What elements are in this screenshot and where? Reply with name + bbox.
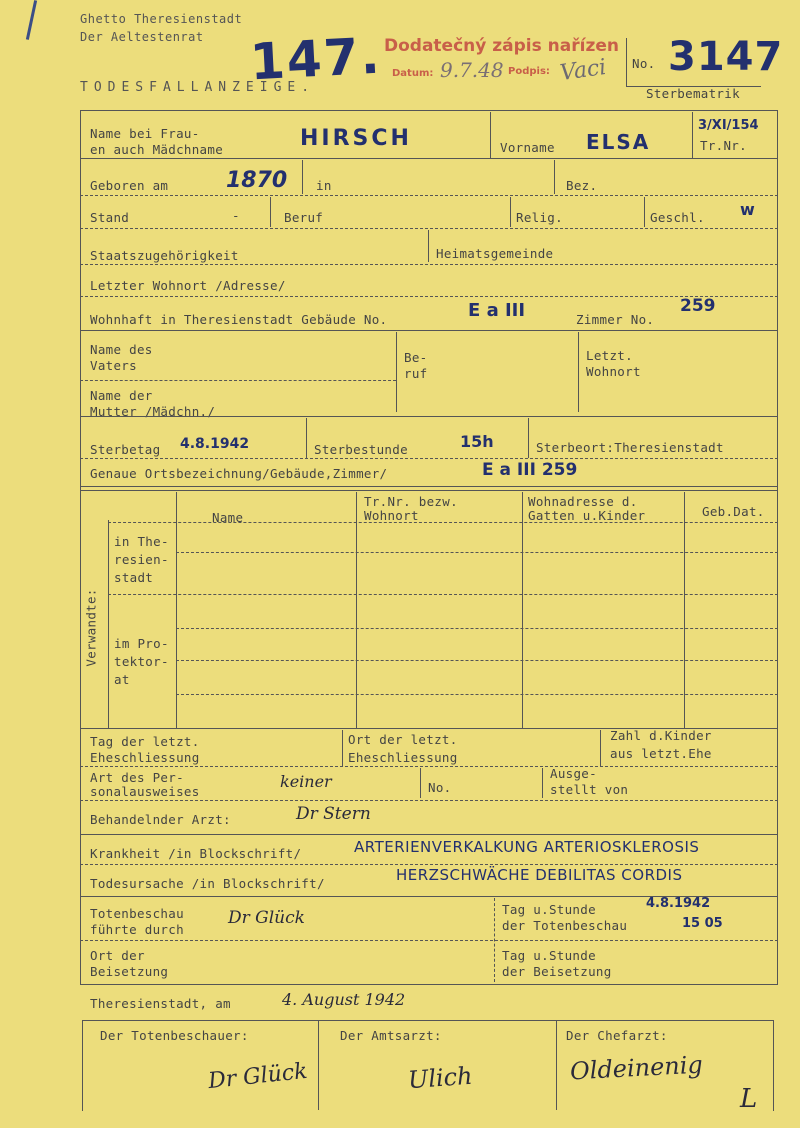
stamp-date-label: Datum:	[392, 68, 434, 79]
verwandte-label: Verwandte:	[83, 588, 99, 667]
sterbematrik-label: Sterbematrik	[646, 86, 740, 101]
mutter-label-1: Name der	[90, 388, 153, 403]
totenbeschau-label-1: Totenbeschau	[90, 906, 184, 921]
col-trnr-2: Wohnort	[364, 508, 419, 523]
col-adresse-1: Wohnadresse d.	[528, 494, 638, 509]
krankheit-label: Krankheit /in Blockschrift/	[90, 846, 302, 861]
totenbeschau-label-2: führte durch	[90, 922, 184, 937]
stand-value: -	[232, 208, 240, 223]
corner-mark: L	[740, 1084, 758, 1114]
vater-beruf-label-1: Be-	[404, 350, 428, 365]
sig3-label: Der Chefarzt:	[566, 1028, 668, 1043]
beruf-label: Beruf	[284, 210, 324, 225]
ausweis-no-label: No.	[428, 780, 452, 795]
sterbestunde-label: Sterbestunde	[314, 442, 408, 457]
stamp-title: Dodatečný zápis nařízen	[384, 36, 619, 56]
sterbeort-label: Sterbeort:Theresienstadt	[536, 440, 724, 455]
im-pro-2: tektor-	[114, 654, 169, 669]
col-name: Name	[212, 510, 244, 525]
col-gebdat: Geb.Dat.	[702, 504, 765, 519]
stamp-date-value: 9.7.48	[440, 58, 504, 82]
correction-stamp	[370, 36, 620, 92]
zahl-kinder-label-1: Zahl d.Kinder	[610, 728, 712, 743]
heimat-label: Heimatsgemeinde	[436, 246, 554, 261]
vorname-label: Vorname	[500, 140, 555, 155]
mutter-label-2: Mutter /Mädchn./	[90, 404, 216, 419]
tagstunde-value-1: 4.8.1942	[646, 896, 711, 911]
place-date-value: 4. August 1942	[282, 990, 406, 1009]
tagstunde-label-1: Tag u.Stunde	[502, 902, 596, 917]
geschl-value: w	[740, 200, 755, 219]
tagstunde-label-2: der Totenbeschau	[502, 918, 628, 933]
stamp-sign-label: Podpis:	[508, 66, 550, 77]
ursache-label: Todesursache /in Blockschrift/	[90, 876, 325, 891]
ort-beisetzung-label-1: Ort der	[90, 948, 145, 963]
geschl-label: Geschl.	[650, 210, 705, 225]
sig1-label: Der Totenbeschauer:	[100, 1028, 249, 1043]
sig2-label: Der Amtsarzt:	[340, 1028, 442, 1043]
name-label-1: Name bei Frau-	[90, 126, 200, 141]
ort-beisetzung-label-2: Beisetzung	[90, 964, 169, 979]
wohnhaft-value: E a III	[468, 300, 526, 321]
sterbetag-label: Sterbetag	[90, 442, 161, 457]
letzt-label-2: Wohnort	[586, 364, 641, 379]
sequence-number: 147.	[248, 26, 383, 92]
zimmer-value: 259	[680, 296, 716, 316]
arzt-value: Dr Stern	[296, 804, 371, 824]
ursache-value: HERZSCHWÄCHE DEBILITAS CORDIS	[396, 866, 683, 884]
bez-label: Bez.	[566, 178, 598, 193]
sterbetag-value: 4.8.1942	[180, 436, 250, 452]
geboren-label: Geboren am	[90, 178, 169, 193]
ort-ehe-label-2: Eheschliessung	[348, 750, 458, 765]
zahl-kinder-label-2: aus letzt.Ehe	[610, 746, 712, 761]
no-value: 3147	[668, 34, 784, 80]
stand-label: Stand	[90, 210, 130, 225]
sterbestunde-value: 15h	[460, 432, 494, 451]
totenbeschau-value: Dr Glück	[228, 908, 305, 928]
sig1-signature: Dr Glück	[206, 1058, 309, 1095]
ort-ehe-label-1: Ort der letzt.	[348, 732, 458, 747]
tag-ehe-label-2: Eheschliessung	[90, 750, 200, 765]
im-pro-1: im Pro-	[114, 636, 169, 651]
name-label-2: en auch Mädchname	[90, 142, 224, 157]
letzter-wohnort-label: Letzter Wohnort /Adresse/	[90, 278, 286, 293]
vater-label-1: Name des	[90, 342, 153, 357]
ausgestellt-label-2: stellt von	[550, 782, 629, 797]
col-adresse-2: Gatten u.Kinder	[528, 508, 646, 523]
krankheit-value: ARTERIENVERKALKUNG ARTERIOSKLEROSIS	[354, 838, 700, 856]
arzt-label: Behandelnder Arzt:	[90, 812, 231, 827]
tagstunde-value-2: 15 05	[682, 916, 723, 931]
wohnhaft-label: Wohnhaft in Theresienstadt Gebäude No.	[90, 312, 388, 327]
vorname-value: ELSA	[586, 130, 651, 154]
trnr-label: Tr.Nr.	[700, 138, 747, 153]
tag-beisetzung-label-2: der Beisetzung	[502, 964, 612, 979]
tag-beisetzung-label-1: Tag u.Stunde	[502, 948, 596, 963]
art-ausweis-value: keiner	[280, 772, 332, 791]
surname-value: HIRSCH	[300, 126, 412, 151]
tag-ehe-label-1: Tag der letzt.	[90, 734, 200, 749]
in-the-3: stadt	[114, 570, 154, 585]
letzt-label-1: Letzt.	[586, 348, 633, 363]
no-label: No.	[632, 56, 656, 71]
geboren-value: 1870	[226, 168, 288, 193]
art-ausweis-label-2: sonalausweises	[90, 784, 200, 799]
vater-beruf-label-2: ruf	[404, 366, 428, 381]
staat-label: Staatszugehörigkeit	[90, 248, 239, 263]
relig-label: Relig.	[516, 210, 563, 225]
org-line-1: Ghetto Theresienstadt	[80, 12, 243, 26]
in-the-2: resien-	[114, 552, 169, 567]
im-pro-3: at	[114, 672, 130, 687]
place-date-label: Theresienstadt, am	[90, 996, 231, 1011]
col-trnr-1: Tr.Nr. bezw.	[364, 494, 458, 509]
in-the-1: in The-	[114, 534, 169, 549]
org-line-2: Der Aeltestenrat	[80, 30, 204, 44]
ortsbez-value: E a III 259	[482, 460, 578, 480]
sig2-signature: Ulich	[407, 1061, 474, 1095]
birthplace-label: in	[316, 178, 332, 193]
sig3-signature: Oldeinenig	[569, 1050, 704, 1086]
ausgestellt-label-1: Ausge-	[550, 766, 597, 781]
trnr-value: 3/XI/154	[698, 118, 759, 133]
art-ausweis-label-1: Art des Per-	[90, 770, 184, 785]
document-title: TODESFALLANZEIGE.	[80, 80, 316, 95]
vater-label-2: Vaters	[90, 358, 137, 373]
stamp-signature: Vaci	[558, 54, 608, 87]
pen-mark	[26, 0, 37, 40]
zimmer-label: Zimmer No.	[576, 312, 655, 327]
ortsbez-label: Genaue Ortsbezeichnung/Gebäude,Zimmer/	[90, 466, 388, 481]
